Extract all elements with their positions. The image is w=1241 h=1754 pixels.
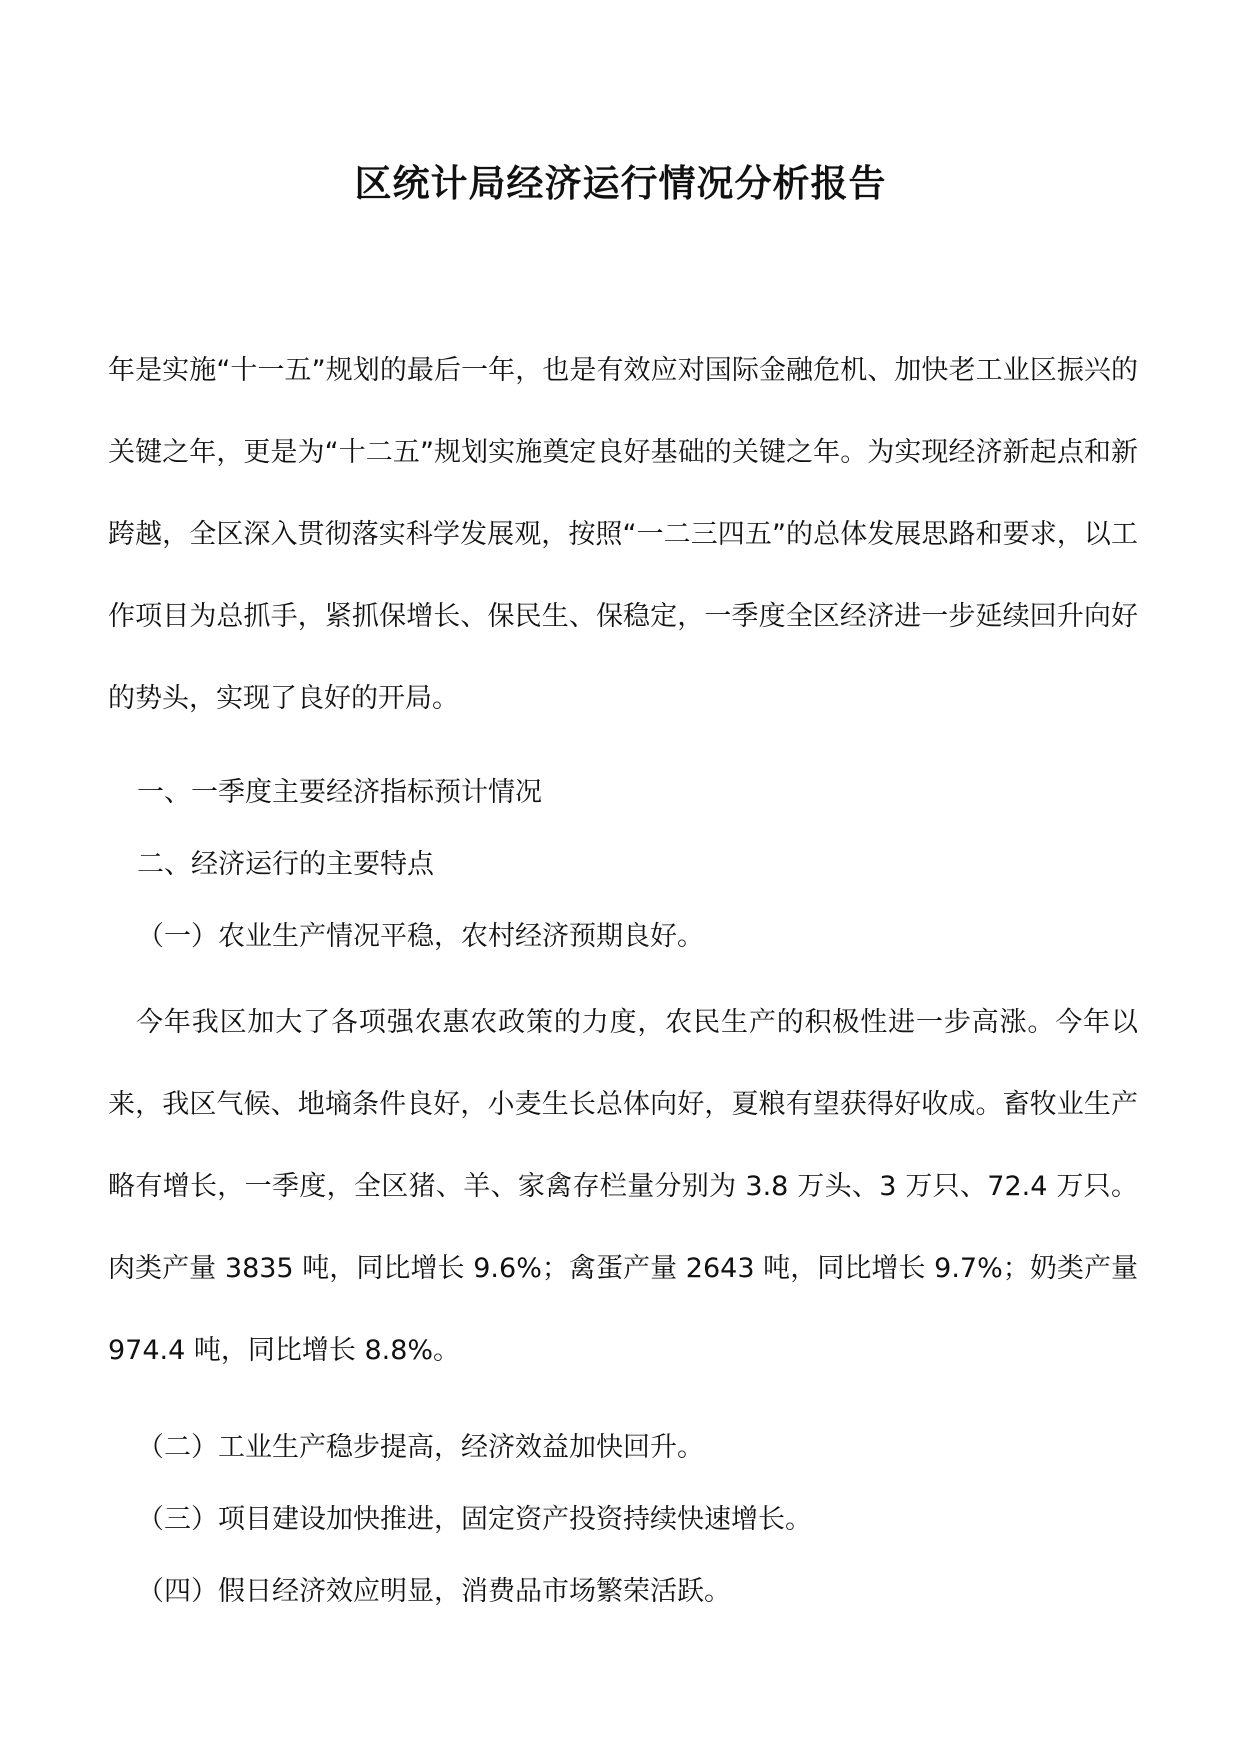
subsection-heading-industry: （二）工业生产稳步提高，经济效益加快回升。 [137,1432,704,1463]
document-title: 区统计局经济运行情况分析报告 [354,161,887,205]
subsection-heading-investment: （三）项目建设加快推进，固定资产投资持续快速增长。 [137,1504,812,1535]
section-heading-1: 一、一季度主要经济指标预计情况 [137,777,542,808]
section-heading-2: 二、经济运行的主要特点 [137,849,434,880]
subsection-heading-consumption: （四）假日经济效应明显，消费品市场繁荣活跃。 [137,1576,731,1607]
subsection-heading-agriculture: （一）农业生产情况平稳，农村经济预期良好。 [137,921,704,952]
agriculture-paragraph: 今年我区加大了各项强农惠农政策的力度，农民生产的积极性进一步高涨。今年以来，我区气候、地墒条件良好，小麦生长总体向好，夏粮有望获得好收成。畜牧业生产略有增长，一季度，全区猪、羊、家禽存栏量分别为 3.8 万头、3 万只、72.4 万只。肉类产量 3835 吨，同比增长 9.6%；禽蛋产量 2643 吨，同比增长 9.7%；奶类产量 974.4 吨，同比增长 8.8%。 [108,1007,1138,1366]
intro-paragraph: 年是实施“十一五”规划的最后一年，也是有效应对国际金融危机、加快老工业区振兴的关键之年，更是为“十二五”规划实施奠定良好基础的关键之年。为实现经济新起点和新跨越，全区深入贯彻落实科学发展观，按照“一二三四五”的总体发展思路和要求，以工作项目为总抓手，紧抓保增长、保民生、保稳定，一季度全区经济进一步延续回升向好的势头，实现了良好的开局。 [108,355,1138,714]
